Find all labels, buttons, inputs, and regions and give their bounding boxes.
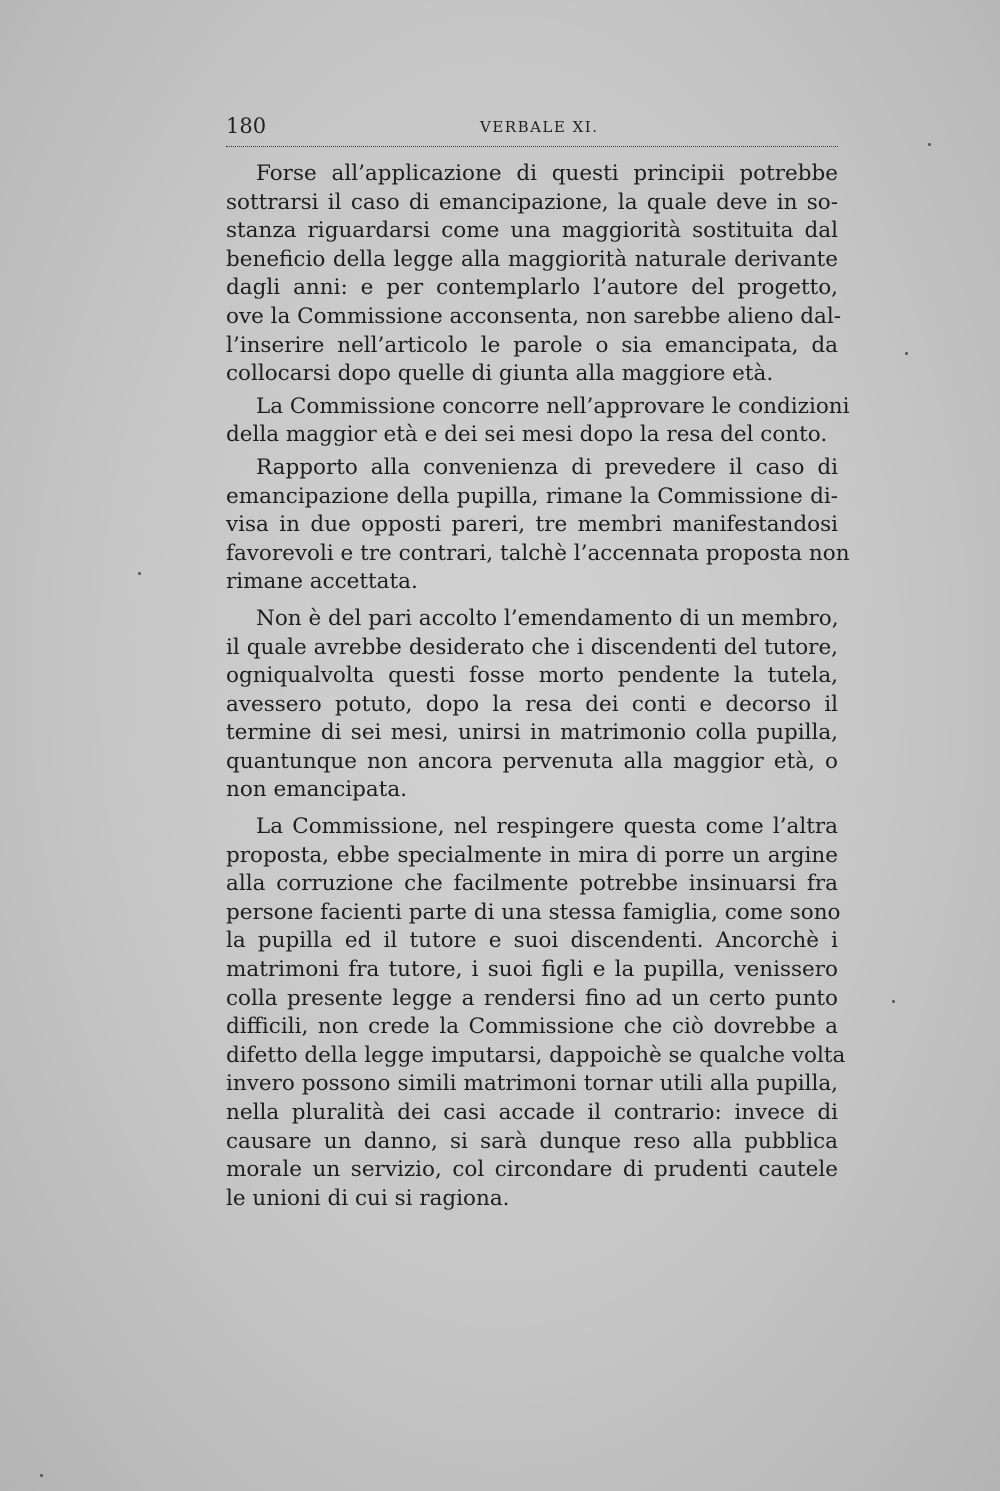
paragraph (226, 160, 841, 389)
body-text (226, 160, 850, 1213)
paragraph (226, 813, 846, 1213)
text-line: avessero potuto, dopo la resa dei conti e decorso il (226, 691, 838, 717)
scan-speck (892, 1000, 895, 1003)
text-line: della maggior età e dei sei mesi dopo la resa del conto. (226, 422, 828, 448)
text-line: dagli anni: e per contemplarlo l’autore del progetto, (226, 275, 838, 301)
text-line: difetto della legge imputarsi, dappoichè se qualche volta (226, 1042, 846, 1068)
paragraph (226, 454, 850, 597)
text-line: termine di sei mesi, unirsi in matrimonio colla pupilla, (226, 720, 838, 746)
text-line: matrimoni fra tutore, i suoi figli e la pupilla, venissero (226, 957, 838, 983)
scan-speck (40, 1474, 43, 1477)
text-line: colla presente legge a rendersi fino ad un certo punto (226, 985, 838, 1011)
page-number: 180 (226, 114, 267, 138)
text-line: persone facienti parte di una stessa famiglia, come sono (226, 899, 841, 925)
text-line: l’inserire nell’articolo le parole o sia emancipata, da (226, 332, 838, 358)
text-line: invero possono simili matrimoni tornar utili alla pupilla, (226, 1071, 838, 1097)
paragraph (226, 393, 850, 450)
scan-speck (905, 352, 908, 355)
text-line: La Commissione concorre nell’approvare le condizioni (256, 393, 850, 419)
running-title: VERBALE XI. (480, 118, 599, 136)
text-line: favorevoli e tre contrari, talchè l’accennata proposta non (226, 540, 850, 566)
text-line: emancipazione della pupilla, rimane la Commissione di- (226, 483, 838, 509)
text-line: non emancipata. (226, 777, 408, 803)
scan-speck (928, 143, 931, 146)
text-line: Rapporto alla convenienza di prevedere il caso di (256, 454, 838, 480)
text-line: collocarsi dopo quelle di giunta alla maggiore età. (226, 361, 774, 387)
text-line: stanza riguardarsi come una maggiorità sostituita dal (226, 218, 838, 244)
text-line: sottrarsi il caso di emancipazione, la quale deve in so- (226, 189, 838, 215)
text-line: ogniqualvolta questi fosse morto pendente la tutela, (226, 663, 838, 689)
text-line: Forse all’applicazione di questi principii potrebbe (256, 161, 838, 186)
text-line: difficili, non crede la Commissione che ciò dovrebbe a (226, 1014, 838, 1040)
text-line: rimane accettata. (226, 569, 418, 595)
text-line: la pupilla ed il tutore e suoi discendenti. Ancorchè i (226, 928, 838, 954)
running-head (226, 112, 838, 147)
text-line: visa in due opposti pareri, tre membri manifestandosi (226, 512, 838, 538)
text-line: La Commissione, nel respingere questa come l’altra (256, 814, 838, 840)
text-line: beneficio della legge alla maggiorità naturale derivante (226, 246, 838, 272)
text-line: causare un danno, si sarà dunque reso alla pubblica (226, 1128, 838, 1154)
text-line: il quale avrebbe desiderato che i discendenti del tutore, (226, 634, 838, 660)
scan-speck (138, 572, 141, 575)
text-line: quantunque non ancora pervenuta alla maggior età, o (226, 748, 838, 774)
text-line: Non è del pari accolto l’emendamento di un membro, (256, 605, 839, 631)
text-line: ove la Commissione acconsenta, non sarebbe alieno dal- (226, 303, 841, 329)
text-line: le unioni di cui si ragiona. (226, 1185, 510, 1211)
text-line: nella pluralità dei casi accade il contrario: invece di (226, 1100, 838, 1125)
text-line: alla corruzione che facilmente potrebbe insinuarsi fra (226, 871, 838, 897)
paragraph (226, 605, 838, 805)
text-line: morale un servizio, col circondare di prudenti cautele (226, 1157, 838, 1183)
text-line: proposta, ebbe specialmente in mira di porre un argine (226, 842, 838, 868)
